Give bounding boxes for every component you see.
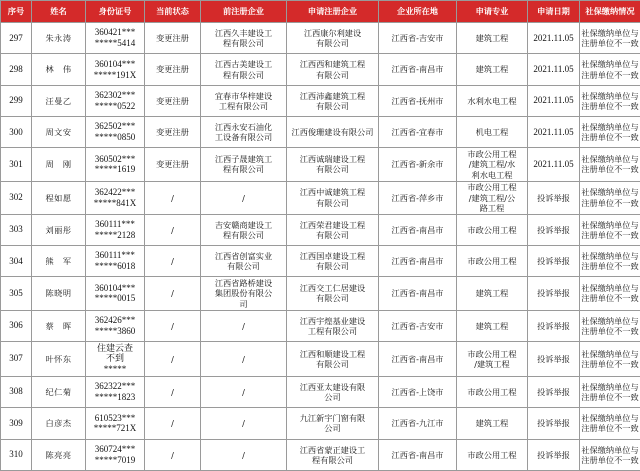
- social-security-cell: [580, 54, 640, 85]
- status-cell: /: [145, 246, 201, 277]
- cell-line: 宜春市华梓建设: [214, 90, 273, 101]
- cell-line: 江西中诚建筑工程: [299, 187, 366, 198]
- previous-company-cell: [201, 54, 287, 85]
- cell-line: /: [242, 320, 245, 331]
- applying-company-cell: [287, 376, 379, 407]
- social-security-cell: [580, 277, 640, 310]
- cell-line: 注册单位不一致: [581, 261, 639, 272]
- table-row: [1, 54, 640, 85]
- table-row: [1, 277, 640, 310]
- cell-line: 社保缴纳单位与: [581, 59, 639, 70]
- applying-company-cell: [287, 148, 379, 181]
- major-cell: [457, 408, 528, 439]
- cell-line: 吉安赣商建设工: [214, 219, 273, 230]
- major-cell: [457, 439, 528, 471]
- major-cell: [457, 376, 528, 407]
- header-cell: 身份证号: [86, 1, 145, 23]
- serial-cell: 305: [1, 277, 32, 310]
- cell-line: 路工程: [479, 202, 505, 213]
- location-cell: 江西省-吉安市: [379, 23, 457, 54]
- id-line: *****1619: [94, 164, 136, 175]
- status-cell: 变更注册: [145, 54, 201, 85]
- social-security-cell: [580, 214, 640, 245]
- date-cell: 投诉举报: [528, 277, 580, 310]
- cell-line: 注册单位不一致: [581, 69, 639, 80]
- id-line: *****721X: [93, 423, 137, 434]
- id-number-cell: [86, 117, 145, 148]
- cell-line: 有限公司: [316, 358, 349, 369]
- cell-line: 市政公用工程: [467, 182, 517, 193]
- status-cell: 变更注册: [145, 85, 201, 116]
- cell-line: 程有限公司: [223, 69, 264, 80]
- applying-company-cell: [287, 214, 379, 245]
- location-cell: 江西省-吉安市: [379, 310, 457, 341]
- header-cell: 申请注册企业: [287, 1, 379, 23]
- cell-line: 江西俊珊建设有限公司: [291, 127, 374, 138]
- cell-line: 社保缴纳单位与: [581, 121, 639, 132]
- serial-cell: 302: [1, 181, 32, 214]
- location-cell: 江西省-上饶市: [379, 376, 457, 407]
- social-security-cell: [580, 408, 640, 439]
- name-cell: 周 刚: [32, 148, 86, 181]
- date-cell: 投诉举报: [528, 341, 580, 376]
- cell-line: 注册单位不一致: [581, 293, 639, 304]
- table-row: [1, 148, 640, 181]
- cell-line: 社保缴纳单位与: [581, 413, 639, 424]
- previous-company-cell: [201, 277, 287, 310]
- id-number-cell: [86, 181, 145, 214]
- serial-cell: 299: [1, 85, 32, 116]
- cell-line: 江西古美建设工: [214, 59, 273, 70]
- cell-line: 有限公司: [227, 261, 260, 272]
- date-cell: 2021.11.05: [528, 85, 580, 116]
- cell-line: /建筑工程: [474, 358, 510, 369]
- id-line: 362322***: [94, 381, 136, 392]
- id-line: 360104***: [94, 58, 136, 69]
- previous-company-cell: [201, 214, 287, 245]
- status-cell: /: [145, 181, 201, 214]
- cell-line: 有限公司: [316, 38, 349, 49]
- previous-company-cell: [201, 23, 287, 54]
- major-cell: [457, 246, 528, 277]
- cell-line: 江西西和建筑工程: [299, 59, 366, 70]
- status-cell: /: [145, 341, 201, 376]
- date-cell: 投诉举报: [528, 439, 580, 471]
- cell-line: 市政公用工程: [467, 224, 517, 235]
- id-number-cell: [86, 408, 145, 439]
- cell-line: 社保缴纳单位与: [581, 250, 639, 261]
- status-cell: 变更注册: [145, 23, 201, 54]
- cell-line: 建筑工程: [475, 288, 509, 299]
- id-line: 360104***: [94, 282, 136, 293]
- previous-company-cell: [201, 408, 287, 439]
- serial-cell: 307: [1, 341, 32, 376]
- cell-line: 注册单位不一致: [581, 325, 639, 336]
- date-cell: 2021.11.05: [528, 23, 580, 54]
- cell-line: 注册单位不一致: [581, 229, 639, 240]
- cell-line: 利水电工程: [471, 169, 513, 180]
- header-row: [1, 1, 640, 23]
- location-cell: 江西省-南昌市: [379, 54, 457, 85]
- cell-line: 江西交工仁居建设: [299, 283, 366, 294]
- previous-company-cell: [201, 341, 287, 376]
- table-row: [1, 214, 640, 245]
- id-number-cell: [86, 148, 145, 181]
- id-line: 362426***: [94, 314, 136, 325]
- applying-company-cell: [287, 277, 379, 310]
- cell-line: 建筑工程: [475, 64, 509, 75]
- id-line: *****1823: [94, 391, 136, 402]
- applying-company-cell: [287, 310, 379, 341]
- cell-line: 社保缴纳单位与: [581, 154, 639, 165]
- header-cell: 前注册企业: [201, 1, 287, 23]
- applying-company-cell: [287, 408, 379, 439]
- cell-line: 社保缴纳单位与: [581, 27, 639, 38]
- name-cell: 汪曼乙: [32, 85, 86, 116]
- id-line: *****0015: [94, 293, 136, 304]
- cell-line: 社保缴纳单位与: [581, 381, 639, 392]
- id-line: *****7019: [94, 454, 136, 465]
- id-line: *****: [103, 364, 127, 375]
- status-cell: 变更注册: [145, 117, 201, 148]
- table-row: [1, 439, 640, 471]
- cell-line: 市政公用工程: [467, 348, 517, 359]
- name-cell: 白彦杰: [32, 408, 86, 439]
- table-row: [1, 23, 640, 54]
- cell-line: 市政公用工程: [467, 256, 517, 267]
- applying-company-cell: [287, 439, 379, 471]
- id-number-cell: [86, 376, 145, 407]
- status-cell: 变更注册: [145, 148, 201, 181]
- id-line: 360111***: [95, 219, 135, 230]
- cell-line: 市政公用工程: [467, 149, 517, 160]
- table-header: [1, 1, 640, 23]
- serial-cell: 303: [1, 214, 32, 245]
- major-cell: [457, 181, 528, 214]
- id-line: 610523***: [94, 412, 136, 423]
- id-number-cell: [86, 54, 145, 85]
- status-cell: /: [145, 214, 201, 245]
- date-cell: 投诉举报: [528, 246, 580, 277]
- previous-company-cell: [201, 439, 287, 471]
- id-line: *****0850: [94, 132, 136, 143]
- table-row: [1, 246, 640, 277]
- id-number-cell: [86, 214, 145, 245]
- major-cell: [457, 23, 528, 54]
- id-number-cell: [86, 246, 145, 277]
- major-cell: [457, 277, 528, 310]
- major-cell: [457, 54, 528, 85]
- social-security-cell: [580, 376, 640, 407]
- id-number-cell: [86, 85, 145, 116]
- previous-company-cell: [201, 148, 287, 181]
- name-cell: 朱永涛: [32, 23, 86, 54]
- previous-company-cell: [201, 246, 287, 277]
- applying-company-cell: [287, 117, 379, 148]
- cell-line: 注册单位不一致: [581, 454, 639, 465]
- cell-line: 社保缴纳单位与: [581, 315, 639, 326]
- id-number-cell: [86, 277, 145, 310]
- location-cell: 江西省-南昌市: [379, 341, 457, 376]
- previous-company-cell: [201, 181, 287, 214]
- major-cell: [457, 117, 528, 148]
- cell-line: /: [242, 449, 245, 460]
- previous-company-cell: [201, 376, 287, 407]
- header-cell: 申请专业: [457, 1, 528, 23]
- cell-line: 建筑工程: [475, 33, 509, 44]
- cell-line: 程有限公司: [223, 229, 264, 240]
- social-security-cell: [580, 148, 640, 181]
- status-cell: /: [145, 439, 201, 471]
- applying-company-cell: [287, 23, 379, 54]
- id-line: *****841X: [93, 197, 137, 208]
- cell-line: 江西省路桥建设: [214, 278, 273, 289]
- location-cell: 江西省-南昌市: [379, 439, 457, 471]
- table-row: [1, 310, 640, 341]
- date-cell: 投诉举报: [528, 408, 580, 439]
- social-security-cell: [580, 117, 640, 148]
- table-row: [1, 85, 640, 116]
- id-line: 住建云查: [96, 342, 133, 353]
- name-cell: 刘丽彤: [32, 214, 86, 245]
- applying-company-cell: [287, 341, 379, 376]
- id-line: *****6018: [94, 261, 136, 272]
- name-cell: 林 伟: [32, 54, 86, 85]
- name-cell: 熊 军: [32, 246, 86, 277]
- header-cell: 企业所在地: [379, 1, 457, 23]
- id-line: *****2128: [94, 229, 136, 240]
- cell-line: 社保缴纳单位与: [581, 187, 639, 198]
- serial-cell: 310: [1, 439, 32, 471]
- cell-line: 程有限公司: [223, 164, 264, 175]
- name-cell: 陈晓明: [32, 277, 86, 310]
- cell-line: 注册单位不一致: [581, 100, 639, 111]
- cell-line: 建筑工程: [475, 320, 509, 331]
- cell-line: 建筑工程: [475, 418, 509, 429]
- major-cell: [457, 148, 528, 181]
- table-row: [1, 117, 640, 148]
- status-cell: /: [145, 376, 201, 407]
- name-cell: 周文安: [32, 117, 86, 148]
- major-cell: [457, 310, 528, 341]
- table-row: [1, 341, 640, 376]
- cell-line: 注册单位不一致: [581, 38, 639, 49]
- id-line: *****3860: [94, 325, 136, 336]
- date-cell: 2021.11.05: [528, 148, 580, 181]
- location-cell: 江西省-九江市: [379, 408, 457, 439]
- cell-line: 江西诚瑞建设工程: [299, 154, 366, 165]
- cell-line: 有限公司: [316, 164, 349, 175]
- location-cell: 江西省-南昌市: [379, 277, 457, 310]
- location-cell: 江西省-抚州市: [379, 85, 457, 116]
- cell-line: 市政公用工程: [467, 386, 517, 397]
- major-cell: [457, 85, 528, 116]
- cell-line: 有限公司: [316, 293, 349, 304]
- id-line: 360502***: [94, 153, 136, 164]
- previous-company-cell: [201, 85, 287, 116]
- status-cell: /: [145, 310, 201, 341]
- cell-line: 江西国卓建设工程: [299, 250, 366, 261]
- cell-line: 有限公司: [316, 197, 349, 208]
- social-security-cell: [580, 23, 640, 54]
- serial-cell: 306: [1, 310, 32, 341]
- applying-company-cell: [287, 246, 379, 277]
- cell-line: 社保缴纳单位与: [581, 283, 639, 294]
- cell-line: 有限公司: [316, 100, 349, 111]
- date-cell: 投诉举报: [528, 310, 580, 341]
- cell-line: 有限公司: [316, 69, 349, 80]
- social-security-cell: [580, 310, 640, 341]
- cell-line: 工程有限公司: [307, 325, 358, 336]
- status-cell: /: [145, 277, 201, 310]
- cell-line: 水利水电工程: [467, 95, 517, 106]
- cell-line: 江西康尔利建设: [303, 27, 362, 38]
- table-body: [1, 23, 640, 471]
- cell-line: 注册单位不一致: [581, 164, 639, 175]
- cell-line: 注册单位不一致: [581, 391, 639, 402]
- cell-line: 机电工程: [475, 127, 509, 138]
- cell-line: 工程有限公司: [218, 100, 269, 111]
- applying-company-cell: [287, 54, 379, 85]
- header-cell: 申请日期: [528, 1, 580, 23]
- major-cell: [457, 214, 528, 245]
- cell-line: 九江新宇门窗有限: [299, 413, 366, 424]
- cell-line: 公司: [324, 391, 341, 402]
- id-line: *****191X: [93, 69, 137, 80]
- cell-line: 江西省创富实业: [214, 250, 273, 261]
- location-cell: 江西省-宜春市: [379, 117, 457, 148]
- name-cell: 蔡 晖: [32, 310, 86, 341]
- name-cell: 纪仁菊: [32, 376, 86, 407]
- serial-cell: 301: [1, 148, 32, 181]
- status-cell: /: [145, 408, 201, 439]
- cell-line: 社保缴纳单位与: [581, 348, 639, 359]
- social-security-cell: [580, 181, 640, 214]
- id-line: 360421***: [94, 27, 136, 38]
- cell-line: 有限公司: [316, 229, 349, 240]
- header-cell: 当前状态: [145, 1, 201, 23]
- cell-line: /: [242, 192, 245, 203]
- header-cell: 序号: [1, 1, 32, 23]
- id-line: 360724***: [94, 443, 136, 454]
- cell-line: /: [242, 353, 245, 364]
- id-line: 362422***: [94, 186, 136, 197]
- date-cell: 2021.11.05: [528, 54, 580, 85]
- location-cell: 江西省-南昌市: [379, 246, 457, 277]
- cell-line: 市政公用工程: [467, 449, 517, 460]
- cell-line: 注册单位不一致: [581, 423, 639, 434]
- table-row: [1, 181, 640, 214]
- cell-line: 司: [239, 298, 248, 309]
- cell-line: 江西亚太建设有限: [299, 381, 366, 392]
- cell-line: 江西宇煌基业建设: [299, 315, 366, 326]
- date-cell: 2021.11.05: [528, 117, 580, 148]
- location-cell: 江西省-南昌市: [379, 214, 457, 245]
- cell-line: 集团股份有限公: [214, 288, 273, 299]
- id-line: 362502***: [94, 121, 136, 132]
- cell-line: 社保缴纳单位与: [581, 219, 639, 230]
- id-line: *****5414: [94, 38, 136, 49]
- id-line: 360111***: [95, 250, 135, 261]
- date-cell: 投诉举报: [528, 214, 580, 245]
- previous-company-cell: [201, 117, 287, 148]
- header-cell: 姓名: [32, 1, 86, 23]
- cell-line: 江西子晟建筑工: [214, 154, 273, 165]
- serial-cell: 298: [1, 54, 32, 85]
- name-cell: 陈亮亮: [32, 439, 86, 471]
- previous-company-cell: [201, 310, 287, 341]
- cell-line: /: [242, 386, 245, 397]
- date-cell: 投诉举报: [528, 376, 580, 407]
- social-security-cell: [580, 246, 640, 277]
- name-cell: 叶怀东: [32, 341, 86, 376]
- location-cell: 江西省-新余市: [379, 148, 457, 181]
- cell-line: /建筑工程/公: [468, 192, 516, 203]
- id-number-cell: [86, 23, 145, 54]
- major-cell: [457, 341, 528, 376]
- id-line: 不到: [105, 353, 124, 364]
- id-line: *****0522: [94, 100, 136, 111]
- name-cell: 程如愿: [32, 181, 86, 214]
- social-security-cell: [580, 341, 640, 376]
- cell-line: 江西久丰建设工: [214, 27, 273, 38]
- cell-line: 有限公司: [316, 261, 349, 272]
- cell-line: 程有限公司: [223, 38, 264, 49]
- cell-line: 程有限公司: [312, 454, 353, 465]
- cell-line: 注册单位不一致: [581, 132, 639, 143]
- cell-line: 江西沛鑫建筑工程: [299, 90, 366, 101]
- applying-company-cell: [287, 85, 379, 116]
- serial-cell: 309: [1, 408, 32, 439]
- cell-line: /: [242, 418, 245, 429]
- id-number-cell: [86, 439, 145, 471]
- date-cell: 投诉举报: [528, 181, 580, 214]
- cell-line: 公司: [324, 423, 341, 434]
- social-security-cell: [580, 85, 640, 116]
- serial-cell: 304: [1, 246, 32, 277]
- cell-line: 注册单位不一致: [581, 358, 639, 369]
- social-security-cell: [580, 439, 640, 471]
- cell-line: 江西永安石油化: [214, 121, 273, 132]
- cell-line: 注册单位不一致: [581, 197, 639, 208]
- id-number-cell: [86, 310, 145, 341]
- id-number-cell: [86, 341, 145, 376]
- cell-line: 江西和顺建设工程: [299, 348, 366, 359]
- cell-line: 社保缴纳单位与: [581, 444, 639, 455]
- id-line: 362302***: [94, 90, 136, 101]
- cell-line: 工设备有限公司: [214, 132, 273, 143]
- cell-line: /建筑工程/水: [468, 159, 516, 170]
- cell-line: 社保缴纳单位与: [581, 90, 639, 101]
- serial-cell: 300: [1, 117, 32, 148]
- table-row: [1, 408, 640, 439]
- location-cell: 江西省-萍乡市: [379, 181, 457, 214]
- table-row: [1, 376, 640, 407]
- applying-company-cell: [287, 181, 379, 214]
- cell-line: 江西荣君建设工程: [299, 219, 366, 230]
- header-cell: 社保缴纳情况: [580, 1, 640, 23]
- serial-cell: 308: [1, 376, 32, 407]
- serial-cell: 297: [1, 23, 32, 54]
- cell-line: 江西省蒙正建设工: [299, 444, 366, 455]
